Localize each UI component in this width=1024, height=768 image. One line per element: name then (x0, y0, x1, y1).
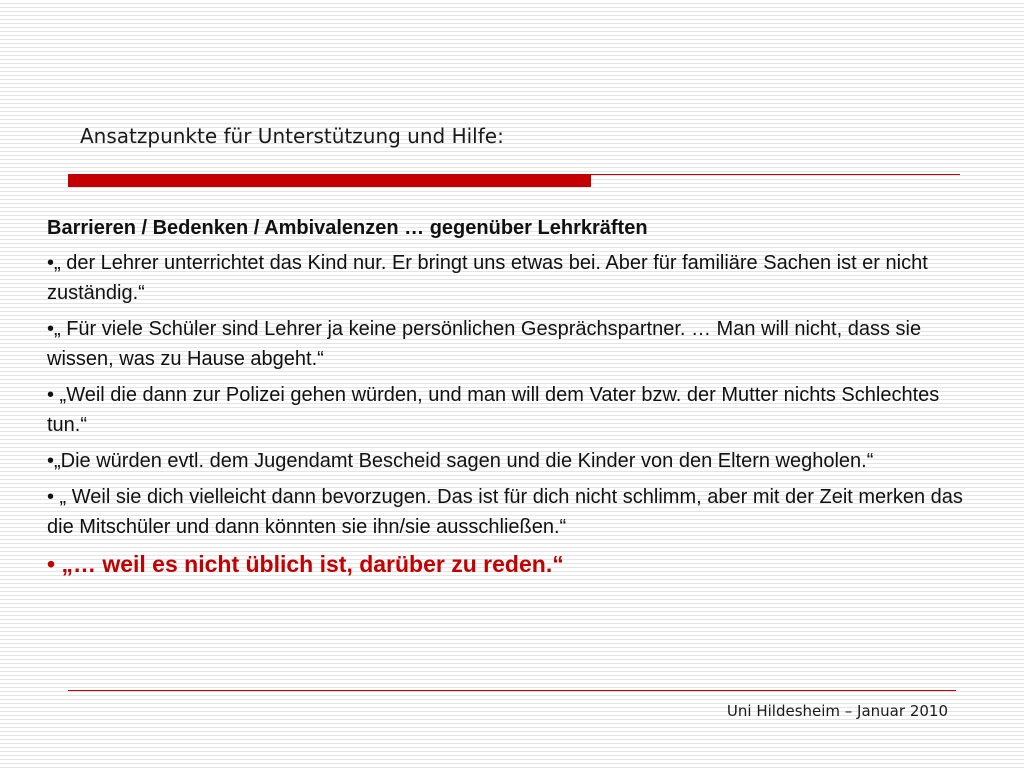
content-heading: Barrieren / Bedenken / Ambivalenzen … gegenüber Lehrkräften (47, 217, 648, 239)
highlight-quote: • „… weil es nicht üblich ist, darüber zu reden.“ (47, 551, 564, 577)
slide-content (47, 214, 977, 580)
footer-text: Uni Hildesheim – Januar 2010 (726, 702, 948, 720)
title-divider-line (591, 174, 960, 175)
quote-item: •„ Für viele Schüler sind Lehrer ja keine persönlichen Gesprächspartner. … Man will nicht, dass sie wissen, was zu Hause abgeht.“ (47, 318, 922, 370)
quote-item: • „Weil die dann zur Polizei gehen würden, und man will dem Vater bzw. der Mutter nichts Schlechtes tun.“ (47, 384, 940, 436)
slide-title: Ansatzpunkte für Unterstützung und Hilfe: (80, 124, 504, 148)
title-divider (68, 174, 960, 188)
quote-item: •„ der Lehrer unterrichtet das Kind nur. Er bringt uns etwas bei. Aber für familiäre Sachen ist er nicht zuständig.“ (47, 252, 928, 304)
quote-item: • „ Weil sie dich vielleicht dann bevorzugen. Das ist für dich nicht schlimm, aber mit der Zeit merken das die Mitschüler und dann könnten sie ihn/sie ausschließen.“ (47, 486, 963, 538)
footer-divider (68, 690, 956, 691)
title-divider-bar (68, 174, 591, 187)
quote-item: •„Die würden evtl. dem Jugendamt Bescheid sagen und die Kinder von den Eltern wegholen.“ (47, 450, 874, 472)
